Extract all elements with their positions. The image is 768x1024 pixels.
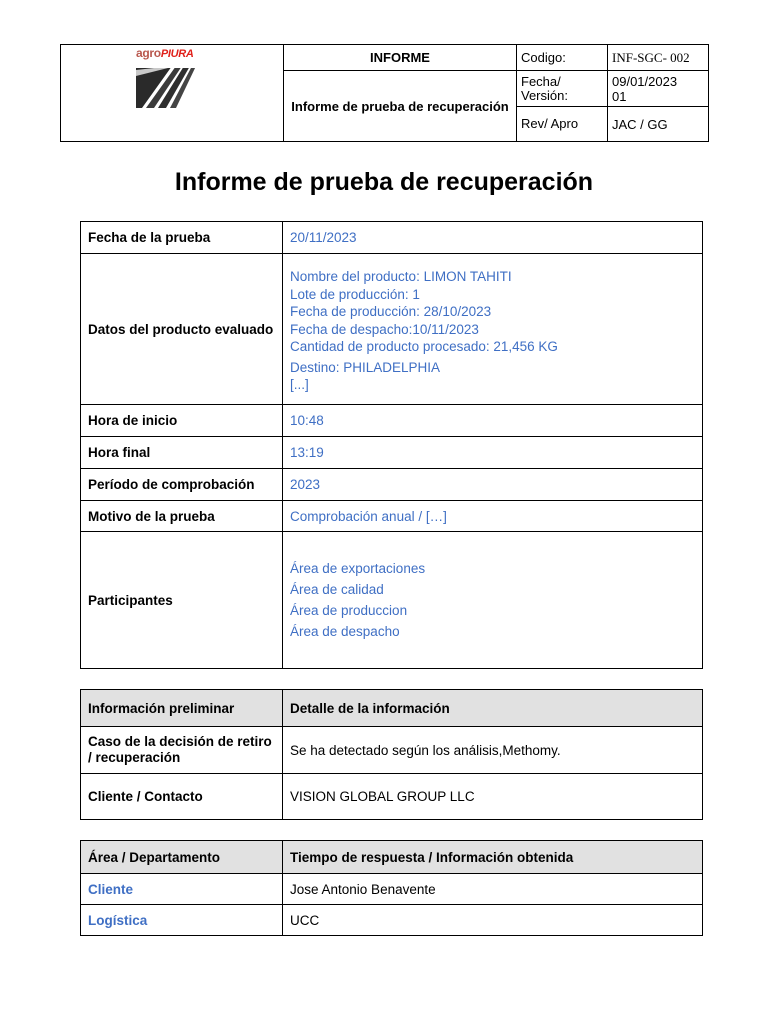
hora-final-label: Hora final [81, 437, 283, 469]
logo-cell [61, 45, 284, 142]
date-version-value [608, 71, 709, 107]
areas-header-col1: Área / Departamento [81, 841, 283, 874]
hora-inicio-value: 10:48 [283, 405, 703, 437]
caso-label: Caso de la decisión de retiro / recuperación [81, 727, 283, 774]
datos-line: Destino: PHILADELPHIA [290, 359, 441, 375]
cliente-contacto-label: Cliente / Contacto [81, 774, 283, 820]
doc-type: INFORME [284, 45, 517, 71]
date-version-label: Fecha/ Versión: [517, 71, 608, 107]
area-info: Jose Antonio Benavente [283, 874, 703, 905]
periodo-label: Período de comprobación [81, 469, 283, 501]
fecha-label: Fecha de la prueba [81, 222, 283, 254]
motivo-label: Motivo de la prueba [81, 501, 283, 532]
table-row [81, 905, 703, 936]
areas-header-col2: Tiempo de respuesta / Información obtenida [283, 841, 703, 874]
datos-line: [...] [290, 377, 309, 393]
logo-piura-text: PIURA [160, 48, 194, 60]
datos-line: Fecha de producción: 28/10/2023 [290, 304, 492, 320]
participante-item: Área de exportaciones [290, 561, 426, 576]
datos-label: Datos del producto evaluado [81, 254, 283, 405]
area-info: UCC [283, 905, 703, 936]
hora-inicio-label: Hora de inicio [81, 405, 283, 437]
preliminary-header-col2: Detalle de la información [283, 690, 703, 727]
participantes-value [283, 532, 703, 669]
participantes-label: Participantes [81, 532, 283, 669]
periodo-value: 2023 [283, 469, 703, 501]
version-value: 01 [612, 88, 627, 104]
datos-line: Fecha de despacho:10/11/2023 [290, 321, 479, 337]
cliente-contacto-value: VISION GLOBAL GROUP LLC [283, 774, 703, 820]
test-details-table [80, 221, 703, 669]
preliminary-header-col1: Información preliminar [81, 690, 283, 727]
page-title: Informe de prueba de recuperación [174, 168, 594, 196]
rev-value: JAC / GG [608, 107, 709, 142]
logo-field-stripes-icon [136, 66, 200, 108]
areas-table [80, 840, 703, 936]
rev-label: Rev/ Apro [517, 107, 608, 142]
caso-value: Se ha detectado según los análisis,Methomy. [283, 727, 703, 774]
logo-agro-text: agro [136, 46, 161, 60]
code-value: INF-SGC- 002 [608, 45, 709, 71]
participante-item: Área de produccion [290, 603, 408, 618]
participante-item: Área de calidad [290, 582, 384, 597]
hora-final-value: 13:19 [283, 437, 703, 469]
code-label: Codigo: [517, 45, 608, 71]
participante-item: Área de despacho [290, 624, 400, 639]
datos-line: Lote de producción: 1 [290, 286, 420, 302]
datos-line: Nombre del producto: LIMON TAHITI [290, 269, 512, 285]
table-row [81, 874, 703, 905]
fecha-value: 20/11/2023 [283, 222, 703, 254]
area-name: Logística [81, 905, 283, 936]
document-header [60, 44, 709, 142]
datos-line: Cantidad de producto procesado: 21,456 KG [290, 339, 558, 355]
company-logo [136, 46, 200, 108]
motivo-value: Comprobación anual / […] [283, 501, 703, 532]
area-name: Cliente [81, 874, 283, 905]
datos-value [283, 254, 703, 405]
date-value: 09/01/2023 [612, 73, 678, 89]
header-doc-title: Informe de prueba de recuperación [284, 71, 517, 142]
preliminary-info-table [80, 689, 703, 820]
